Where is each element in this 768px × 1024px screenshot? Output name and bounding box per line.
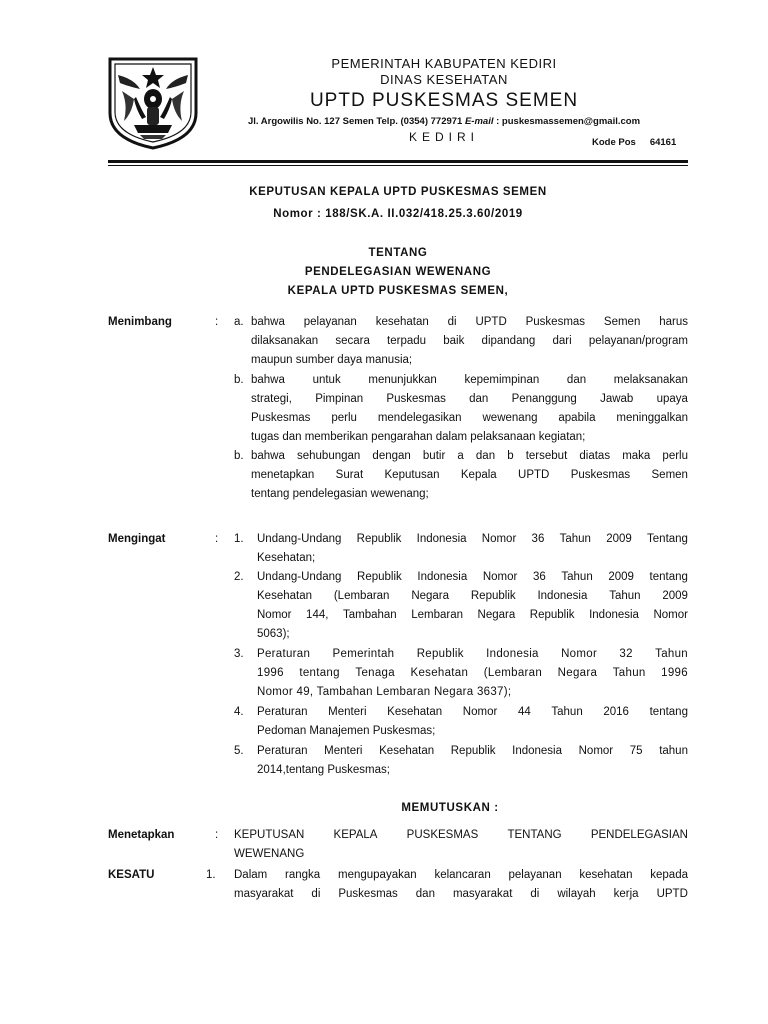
mengingat-4-marker: 4.	[234, 706, 244, 718]
mengingat-2-marker: 2.	[234, 571, 244, 583]
menetapkan-label: Menetapkan	[108, 829, 175, 841]
kesatu-text: Dalam rangka mengupayakan kelancaran pelayanan kesehatan kepada masyarakat di Puskesmas dan masyarakat di wilayah kerja UPTD	[234, 869, 688, 901]
tentang-heading: TENTANG	[368, 247, 428, 259]
menimbang-label: Menimbang	[108, 316, 172, 328]
subject-line-1: PENDELEGASIAN WEWENANG	[304, 266, 492, 278]
menimbang-c-text: bahwa sehubungan dengan butir a dan b tersebut diatas maka perlu menetapkan Surat Keputusan Kepala UPTD Puskesmas Semen tentang pendelegasian wewenang;	[251, 450, 688, 501]
menimbang-a-marker: a.	[234, 316, 244, 328]
mengingat-3-text: Peraturan Pemerintah Republik Indonesia Nomor 32 Tahun 1996 tentang Tenaga Kesehatan (Lembaran Negara Tahun 1996 Nomor 49, Tambahan Lembaran Negara 3637);	[257, 648, 688, 699]
menimbang-b-marker: b.	[234, 374, 244, 386]
menetapkan-text: KEPUTUSAN KEPALA PUSKESMAS TENTANG PENDELEGASIAN WEWENANG	[234, 829, 688, 861]
decree-title: KEPUTUSAN KEPALA UPTD PUSKESMAS SEMEN	[249, 186, 547, 198]
decree-number: Nomor : 188/SK.A. II.032/418.25.3.60/2019	[273, 208, 523, 220]
mengingat-label: Mengingat	[108, 533, 166, 545]
header-divider-thick	[108, 160, 688, 163]
menimbang-a-text: bahwa pelayanan kesehatan di UPTD Puskesmas Semen harus dilaksanakan secara terpadu baik dipandang dari pelayanan/program maupun sumber daya manusia;	[251, 316, 688, 367]
mengingat-4-text: Peraturan Menteri Kesehatan Nomor 44 Tahun 2016 tentang Pedoman Manajemen Puskesmas;	[257, 706, 688, 738]
postal-code: Kode Pos 64161	[592, 137, 677, 148]
menimbang-c-marker: b.	[234, 450, 244, 462]
mengingat-3-marker: 3.	[234, 648, 244, 660]
menetapkan-colon: :	[215, 829, 219, 841]
menimbang-colon: :	[215, 316, 219, 328]
letterhead	[200, 56, 688, 145]
kesatu-label: KESATU	[108, 869, 155, 881]
mengingat-colon: :	[215, 533, 219, 545]
mengingat-5-text: Peraturan Menteri Kesehatan Republik Indonesia Nomor 75 tahun 2014,tentang Puskesmas;	[257, 745, 688, 777]
mengingat-1-text: Undang-Undang Republik Indonesia Nomor 36 Tahun 2009 Tentang Kesehatan;	[257, 533, 688, 565]
menimbang-b-text: bahwa untuk menunjukkan kepemimpinan dan melaksanakan strategi, Pimpinan Puskesmas dan Penanggung Jawab upaya Puskesmas perlu mendelegasikan wewenang apabila meninggalkan tugas dan memberikan pengarahan dalam pelaksanaan kegiatan;	[251, 374, 688, 444]
city-name: KEDIRI	[408, 130, 479, 144]
mengingat-5-marker: 5.	[234, 745, 244, 757]
government-name: PEMERINTAH KABUPATEN KEDIRI	[331, 56, 557, 71]
subject-line-2: KEPALA UPTD PUSKESMAS SEMEN,	[287, 285, 509, 297]
kesatu-marker: 1.	[206, 869, 216, 881]
address-line: Jl. Argowilis No. 127 Semen Telp. (0354) 772971 E-mail : puskesmassemen@gmail.com	[247, 116, 641, 127]
memutuskan-heading: MEMUTUSKAN :	[401, 802, 499, 814]
email-label: E-mail	[464, 116, 494, 127]
mengingat-1-marker: 1.	[234, 533, 244, 545]
department-name: DINAS KESEHATAN	[380, 72, 508, 87]
institution-name: UPTD PUSKESMAS SEMEN	[309, 90, 579, 111]
header-divider-thin	[108, 165, 688, 166]
kediri-regency-emblem-icon	[106, 55, 200, 151]
mengingat-2-text: Undang-Undang Republik Indonesia Nomor 36 Tahun 2009 tentang Kesehatan (Lembaran Negara Republik Indonesia Tahun 2009 Nomor 144, Tambahan Lembaran Negara Republik Indonesia Nomor 5063);	[257, 571, 688, 641]
